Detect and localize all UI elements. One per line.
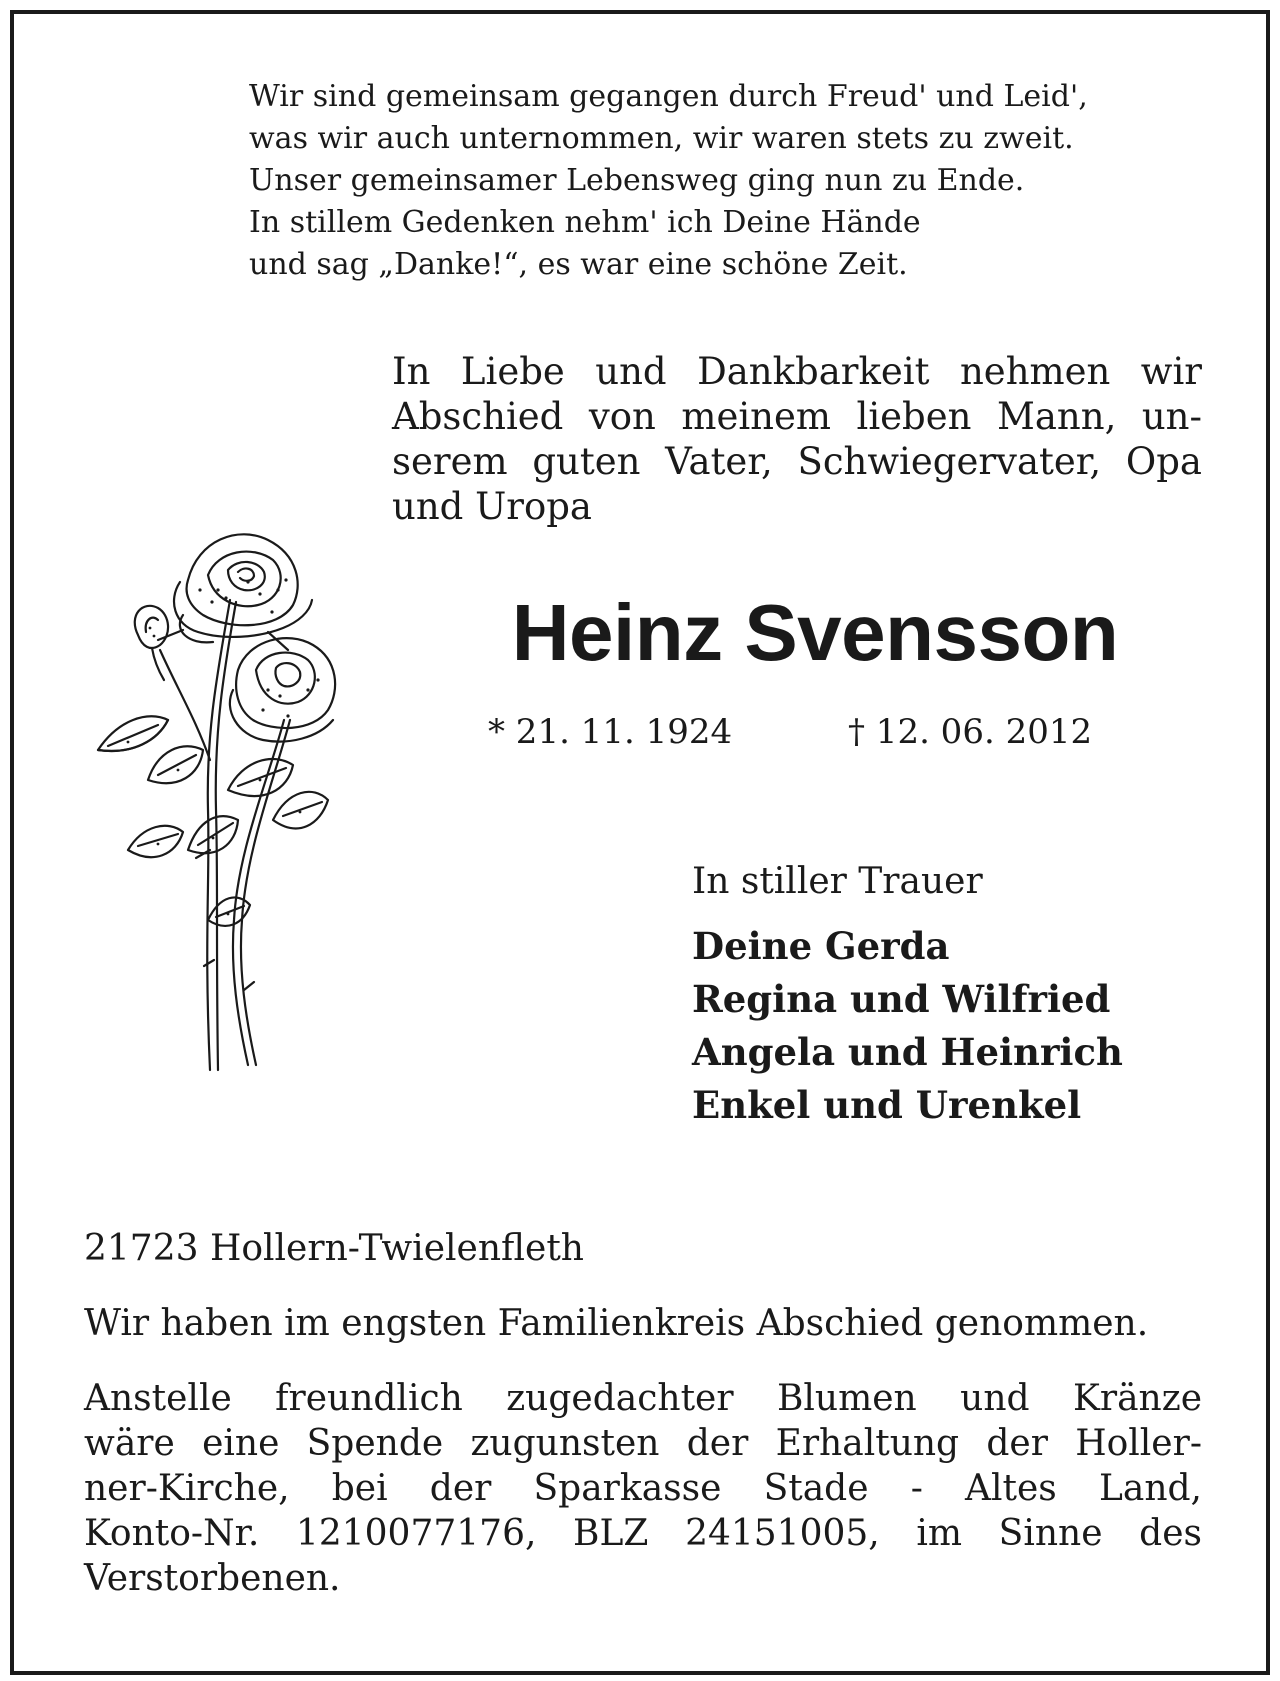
rose-illustration-icon — [88, 520, 368, 1080]
intro-line: In Liebe und Dankbarkeit nehmen wir — [392, 350, 1202, 393]
mourner-name: Angela und Heinrich — [692, 1030, 1123, 1074]
donation-note — [84, 1376, 1202, 1601]
intro-text — [392, 349, 1202, 529]
poem-line: Unser gemeinsamer Lebensweg ging nun zu Ende. — [249, 163, 1025, 198]
donation-line: Verstorbenen. — [84, 1558, 341, 1599]
donation-line: ner-Kirche, bei der Sparkasse Stade - Altes Land, — [84, 1468, 1202, 1509]
donation-line: Konto-Nr. 1210077176, BLZ 24151005, im Sinne des — [84, 1513, 1202, 1554]
mourning-heading: In stiller Trauer — [692, 861, 983, 902]
intro-line: serem guten Vater, Schwiegervater, Opa — [392, 440, 1202, 483]
birth-date: * 21. 11. 1924 — [488, 712, 733, 752]
poem-line: Wir sind gemeinsam gegangen durch Freud' und Leid', — [249, 79, 1088, 114]
farewell-note: Wir haben im engsten Familienkreis Abschied genommen. — [84, 1303, 1149, 1344]
deceased-name: Heinz Svensson — [511, 588, 1119, 677]
intro-line: Abschied von meinem lieben Mann, un- — [392, 395, 1202, 438]
donation-line: Anstelle freundlich zugedachter Blumen und Kränze — [84, 1378, 1202, 1419]
death-date: † 12. 06. 2012 — [848, 712, 1093, 752]
address: 21723 Hollern-Twielenfleth — [84, 1228, 584, 1269]
mourner-list — [692, 920, 1123, 1132]
poem-line: was wir auch unternommen, wir waren stets zu zweit. — [249, 121, 1074, 156]
poem — [249, 76, 1239, 286]
mourner-name: Enkel und Urenkel — [692, 1083, 1082, 1127]
intro-line: und Uropa — [392, 485, 592, 528]
mourner-name: Deine Gerda — [692, 924, 950, 968]
donation-line: wäre eine Spende zugunsten der Erhaltung der Holler- — [84, 1423, 1202, 1464]
poem-line: In stillem Gedenken nehm' ich Deine Hände — [249, 205, 921, 240]
poem-line: und sag „Danke!“, es war eine schöne Zeit. — [249, 247, 908, 282]
mourner-name: Regina und Wilfried — [692, 977, 1111, 1021]
